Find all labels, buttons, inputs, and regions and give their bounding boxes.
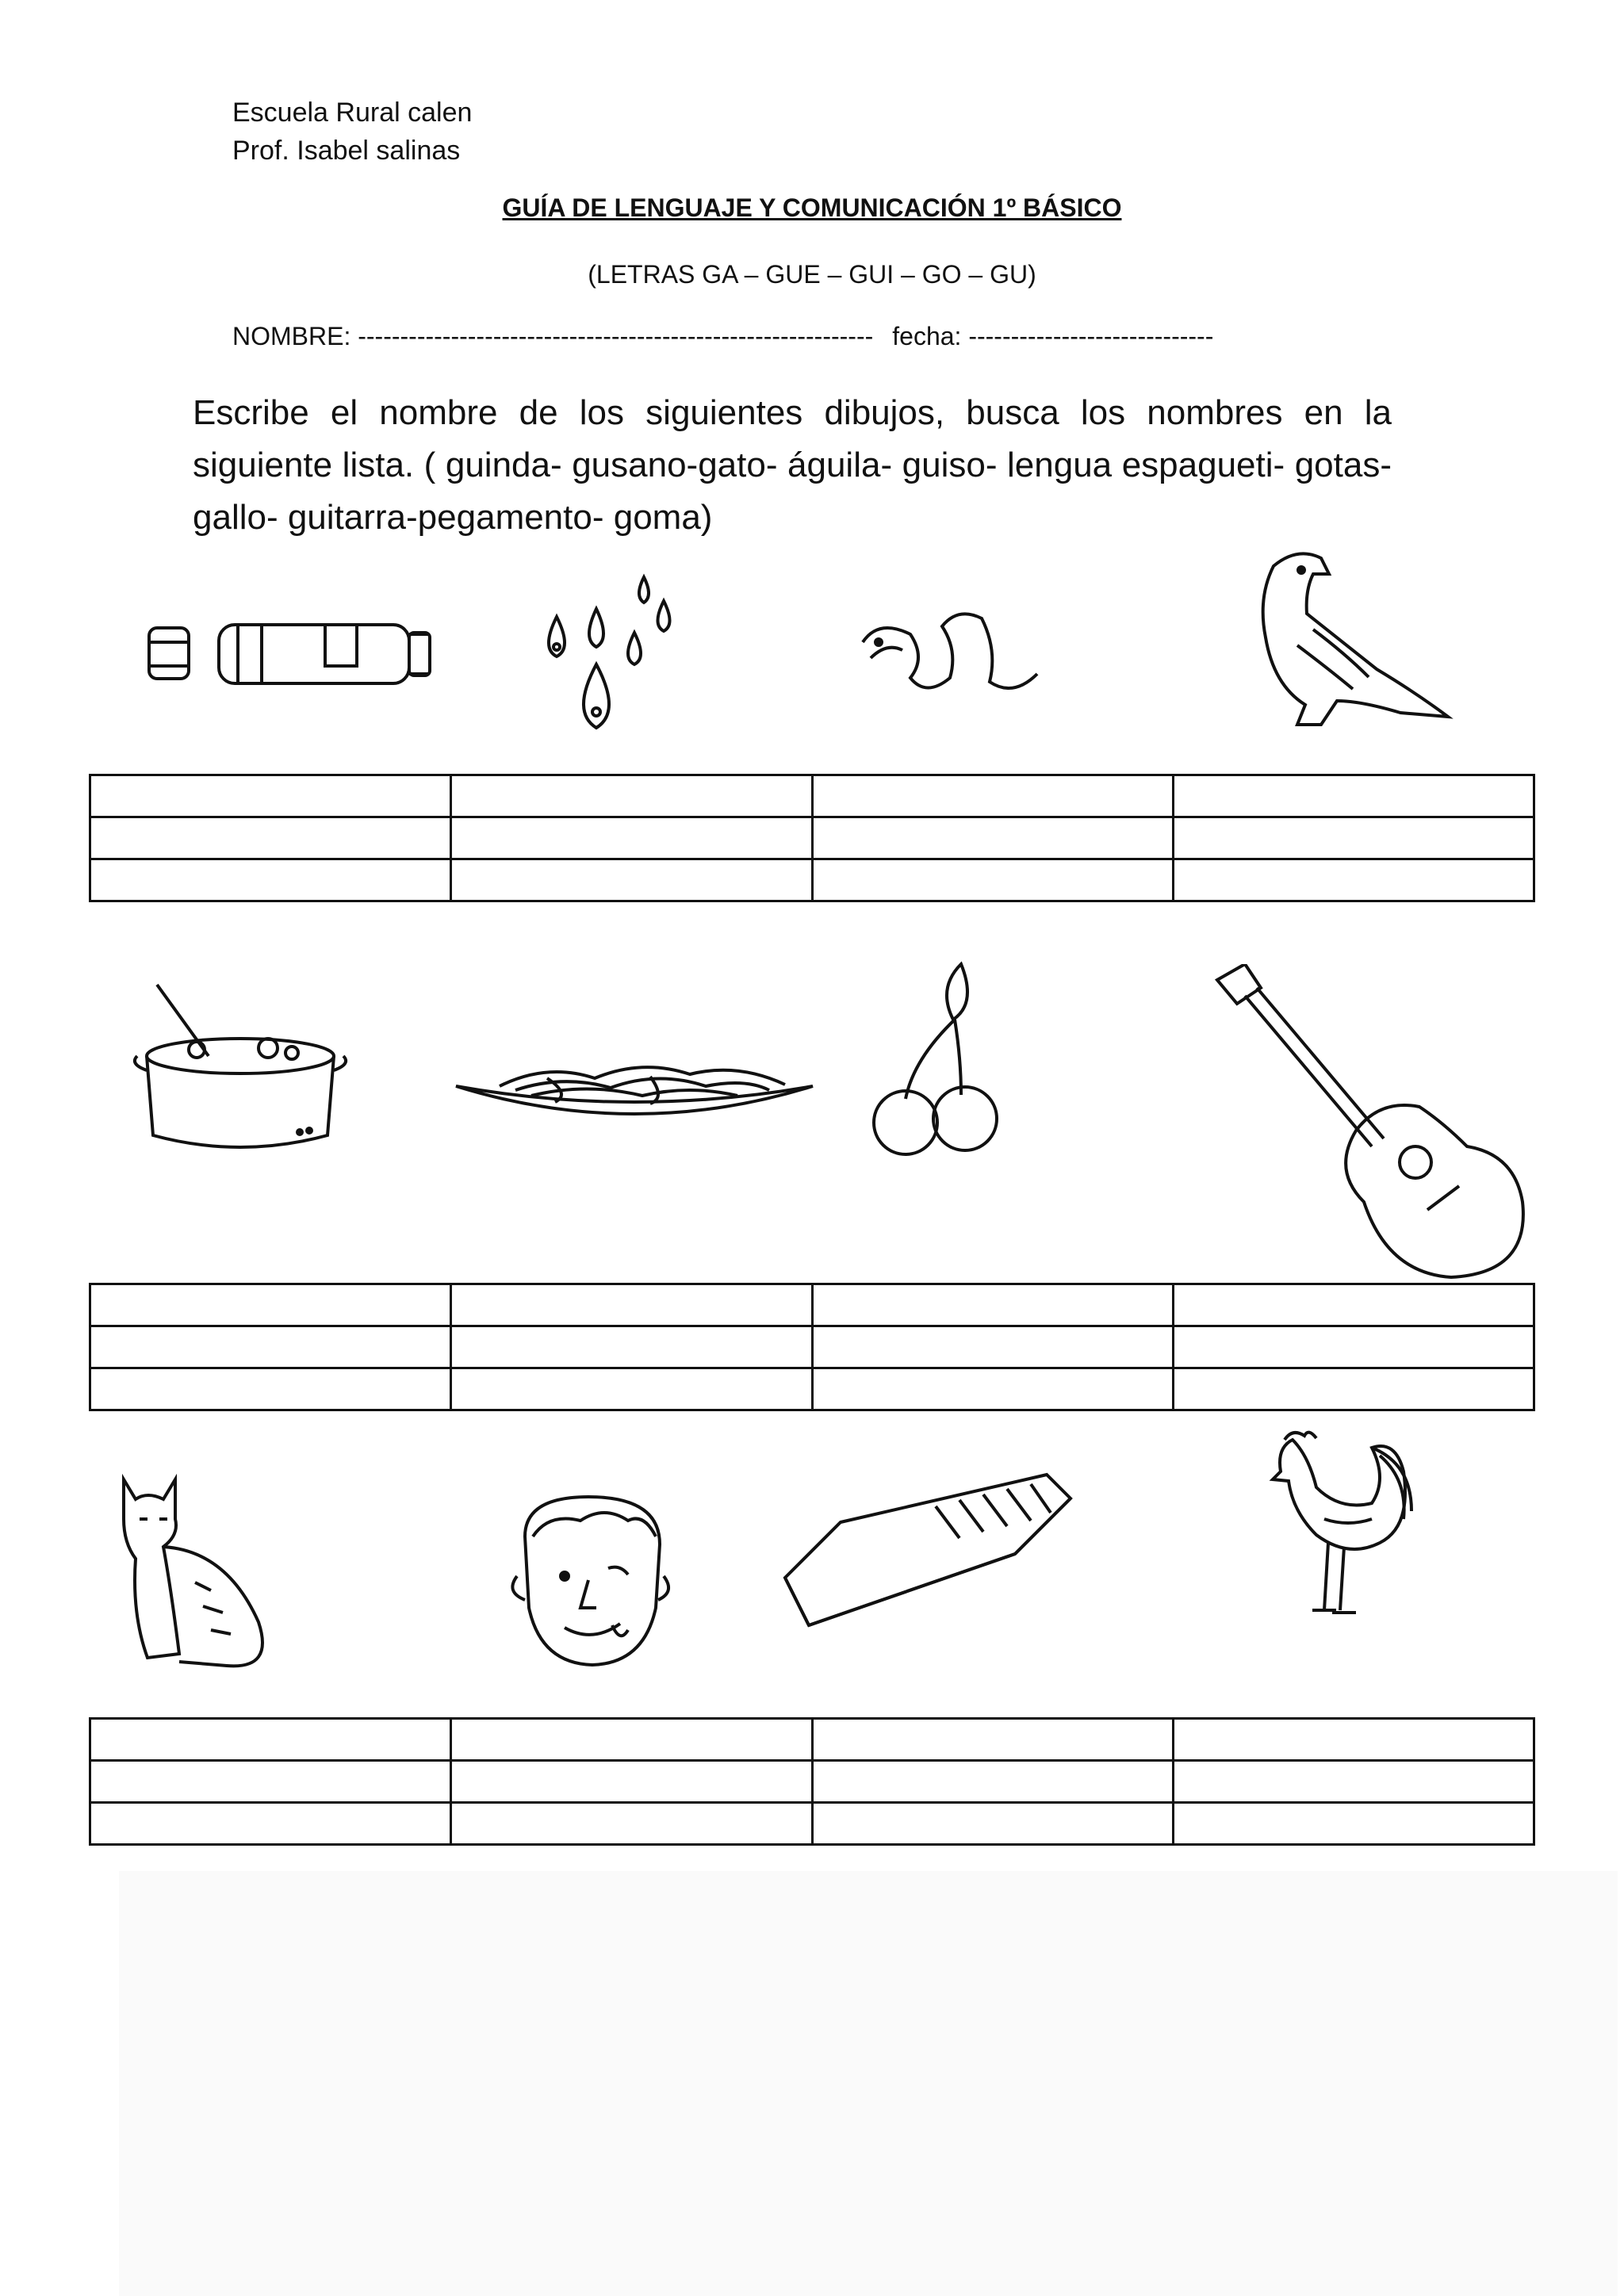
answer-cell[interactable] <box>1173 1803 1534 1845</box>
answer-cell[interactable] <box>90 817 451 859</box>
answer-cell[interactable] <box>812 775 1173 817</box>
rooster-icon <box>1261 1424 1419 1630</box>
eagle-icon <box>1218 542 1456 740</box>
answer-cell[interactable] <box>812 1719 1173 1761</box>
answer-cell[interactable] <box>812 859 1173 901</box>
cherries-icon <box>866 956 1017 1162</box>
answer-cell[interactable] <box>1173 1326 1534 1368</box>
answer-cell[interactable] <box>812 817 1173 859</box>
answer-cell[interactable] <box>1173 1284 1534 1326</box>
answer-cell[interactable] <box>451 1761 812 1803</box>
table-row <box>90 859 1534 901</box>
table-row <box>90 1368 1534 1410</box>
answer-cell[interactable] <box>1173 775 1534 817</box>
page-title: GUÍA DE LENGUAJE Y COMUNICACIÓN 1º BÁSICO <box>502 193 1122 222</box>
answer-cell[interactable] <box>90 1368 451 1410</box>
answer-cell[interactable] <box>90 775 451 817</box>
water-drops-icon <box>533 569 691 744</box>
glue-stick-icon <box>143 610 436 698</box>
answer-cell[interactable] <box>812 1761 1173 1803</box>
table-row <box>90 1326 1534 1368</box>
answer-cell[interactable] <box>1173 1719 1534 1761</box>
stew-pot-icon <box>125 977 355 1159</box>
table-row <box>90 1284 1534 1326</box>
name-date-line <box>232 322 1213 351</box>
answer-cell[interactable] <box>90 1803 451 1845</box>
answer-cell[interactable] <box>812 1326 1173 1368</box>
answer-cell[interactable] <box>451 1326 812 1368</box>
cat-icon <box>116 1471 282 1678</box>
date-field[interactable]: fecha: ----------------------------- <box>892 322 1214 350</box>
answer-cell[interactable] <box>1173 859 1534 901</box>
table-row <box>90 1761 1534 1803</box>
answer-cell[interactable] <box>451 775 812 817</box>
name-field[interactable]: NOMBRE: ------------------------------------------------------------- <box>232 322 874 350</box>
answer-cell[interactable] <box>451 817 812 859</box>
answer-cell[interactable] <box>1173 817 1534 859</box>
answer-cell[interactable] <box>90 1719 451 1761</box>
blank-area <box>119 1871 1618 2296</box>
answer-table-1 <box>89 774 1535 902</box>
answer-cell[interactable] <box>90 1761 451 1803</box>
answer-cell[interactable] <box>451 1284 812 1326</box>
table-row <box>90 1803 1534 1845</box>
answer-cell[interactable] <box>451 1803 812 1845</box>
answer-cell[interactable] <box>90 1284 451 1326</box>
table-row <box>90 817 1534 859</box>
spaghetti-plate-icon <box>452 1054 817 1142</box>
answer-cell[interactable] <box>812 1284 1173 1326</box>
answer-cell[interactable] <box>1173 1368 1534 1410</box>
answer-cell[interactable] <box>812 1803 1173 1845</box>
eraser-icon <box>777 1459 1078 1633</box>
answer-cell[interactable] <box>812 1368 1173 1410</box>
teacher-name: Prof. Isabel salinas <box>232 136 461 166</box>
answer-cell[interactable] <box>451 1368 812 1410</box>
answer-cell[interactable] <box>451 1719 812 1761</box>
page-subtitle: (LETRAS GA – GUE – GUI – GO – GU) <box>588 260 1036 289</box>
answer-cell[interactable] <box>1173 1761 1534 1803</box>
instruction-text: Escribe el nombre de los siguientes dibujos, busca los nombres en la siguiente lista. ( guinda- gusano-gato- águila- guiso- lengua espagueti- gotas- gallo- guitarra-pegamento- goma) <box>193 393 1392 537</box>
school-name: Escuela Rural calen <box>232 98 473 128</box>
guitar-icon <box>1213 964 1530 1281</box>
table-row <box>90 1719 1534 1761</box>
answer-table-3 <box>89 1717 1535 1846</box>
worm-icon <box>855 603 1045 706</box>
school-header <box>232 94 472 170</box>
answer-table-2 <box>89 1283 1535 1411</box>
face-tongue-icon <box>501 1489 684 1671</box>
answer-cell[interactable] <box>90 1326 451 1368</box>
table-row <box>90 775 1534 817</box>
answer-cell[interactable] <box>90 859 451 901</box>
answer-cell[interactable] <box>451 859 812 901</box>
